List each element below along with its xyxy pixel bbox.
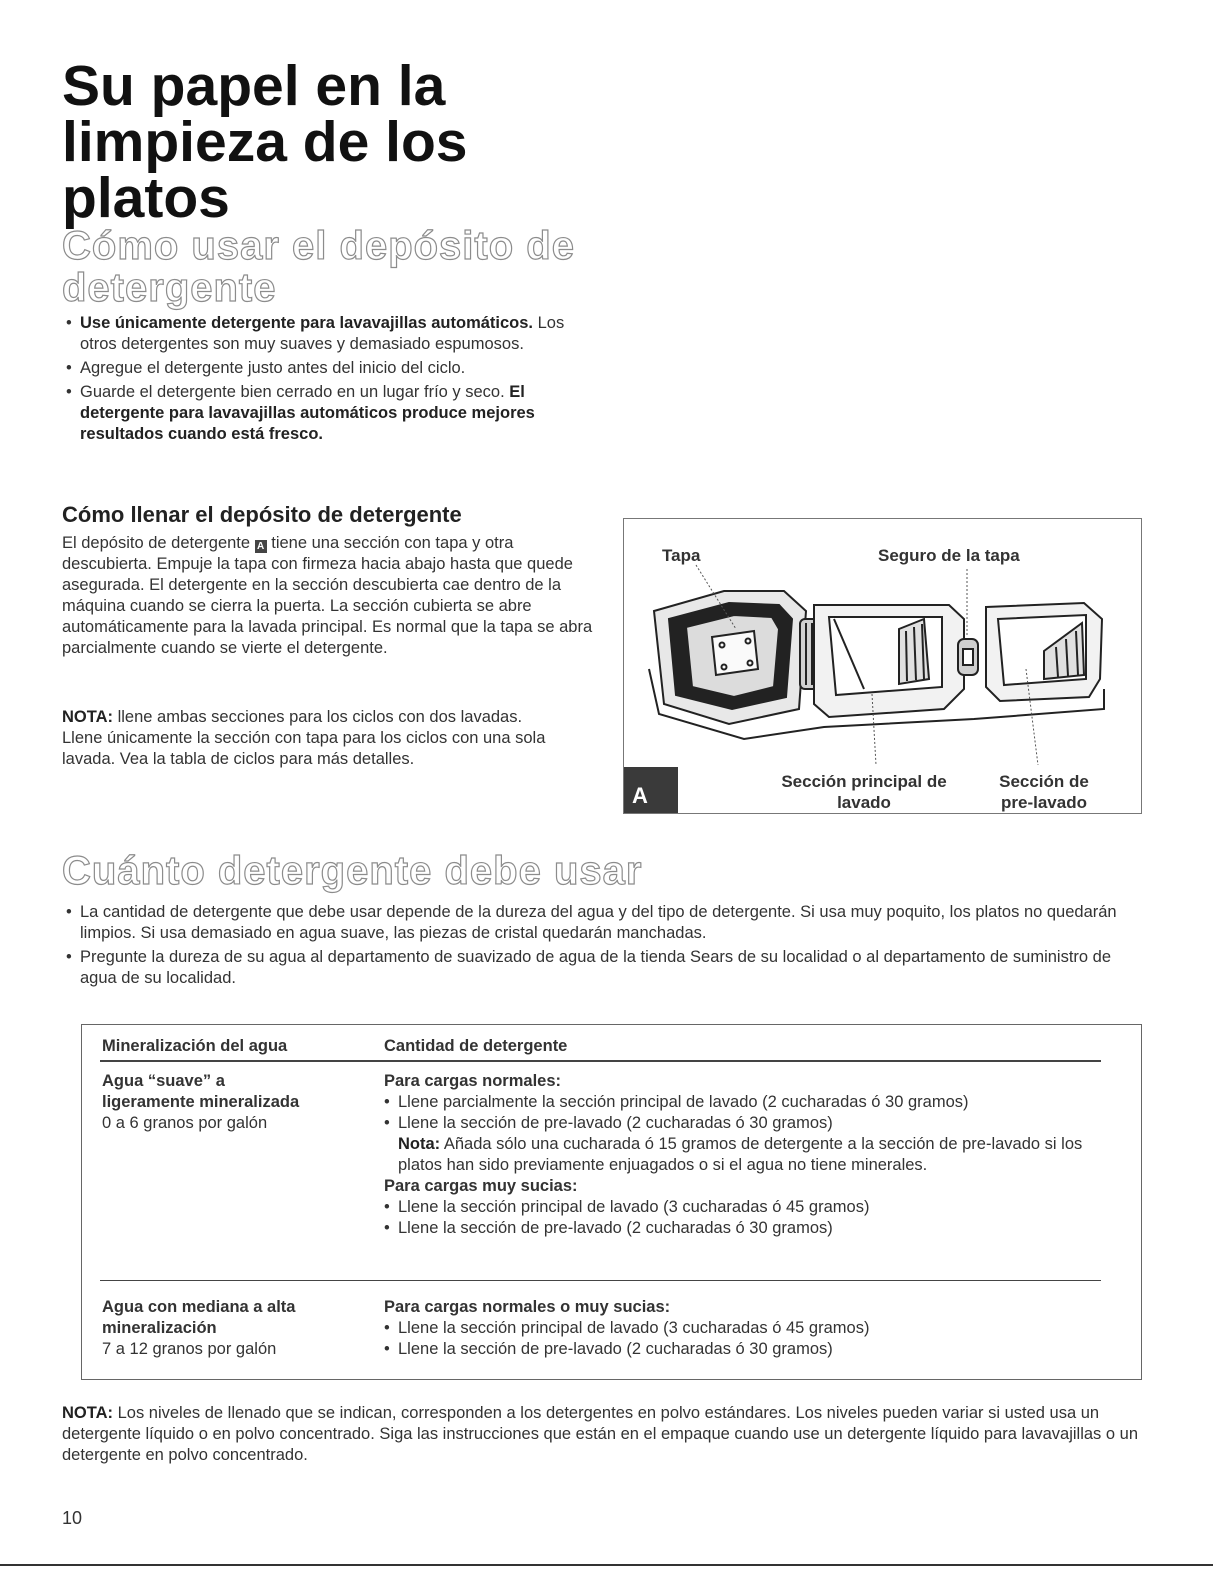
- label-prewash-section: Sección de pre-lavado: [999, 772, 1089, 812]
- dispenser-figure: [623, 518, 1142, 814]
- page-title: Su papel en la limpieza de los platos: [62, 54, 468, 230]
- section-heading-dispenser: Cómo usar el depósito de detergente: [62, 224, 575, 310]
- list-item: • Llene la sección de pre-lavado (2 cucharadas ó 30 gramos): [384, 1218, 1114, 1239]
- bottom-divider: [0, 1564, 1213, 1566]
- list-item: • Agregue el detergente justo antes del inicio del ciclo.: [62, 358, 602, 379]
- detergent-table: [81, 1024, 1142, 1380]
- table-row-soft-amount: Para cargas normales: • Llene parcialmente la sección principal de lavado (2 cucharadas ó 30 gramos) • Llene la sección de pre-lavado (2 cucharadas ó 30 gramos) Nota: Añada sólo una cucharada ó 15 gramos de detergente a la sección de pre-lavado si los platos han sido previamente enjuagados o si el agua no tiene minerales. Para cargas muy sucias: • Llene la sección principal de lavado (3 cucharadas ó 45 gramos) • Llene la sección de pre-lavado (2 cucharadas ó 30 gramos): [384, 1071, 1114, 1239]
- figure-badge: A: [624, 767, 678, 813]
- dispenser-bullet-list: [62, 313, 602, 448]
- label-lid: Tapa: [662, 546, 701, 565]
- table-header-water: Mineralización del agua: [102, 1037, 288, 1055]
- fill-paragraph: El depósito de detergente A tiene una sección con tapa y otra descubierta. Empuje la tapa con firmeza hacia abajo hasta que quede asegurada. El detergente en la sección descubierta cae dentro de la máquina cuando se cierra la puerta. La sección cubierta se abre automáticamente para la lavada principal. Es normal que la tapa se abra parcialmente cuando se vierte el detergente.: [62, 534, 593, 657]
- list-item: • Use únicamente detergente para lavavajillas automáticos. Los otros detergentes son muy suaves y demasiado espumosos.: [62, 313, 602, 355]
- amount-bullet-list: [62, 902, 1152, 992]
- list-item: • Pregunte la dureza de su agua al departamento de suavizado de agua de la tienda Sears de su localidad o al departamento de suministro de agua de su localidad.: [62, 947, 1152, 989]
- table-header-amount: Cantidad de detergente: [384, 1037, 568, 1055]
- label-main-wash-section: Sección principal de lavado: [781, 772, 947, 812]
- header-divider: [100, 1060, 1101, 1062]
- figure-a-marker: A: [255, 540, 267, 553]
- list-item: • La cantidad de detergente que debe usar depende de la dureza del agua y del tipo de detergente. Si usa muy poquito, los platos no quedarán limpios. Si usa demasiado en agua suave, las piezas de cristal quedarán manchadas.: [62, 902, 1152, 944]
- section-heading-amount: Cuánto detergente debe usar: [62, 849, 643, 893]
- list-item: • Llene parcialmente la sección principal de lavado (2 cucharadas ó 30 gramos): [384, 1092, 1114, 1113]
- table-row-hard-amount: Para cargas normales o muy sucias: • Llene la sección principal de lavado (3 cucharadas ó 45 gramos) • Llene la sección de pre-lavado (2 cucharadas ó 30 gramos): [384, 1297, 1114, 1360]
- list-item: • Llene la sección principal de lavado (3 cucharadas ó 45 gramos): [384, 1197, 1114, 1218]
- fill-subheading: Cómo llenar el depósito de detergente: [62, 502, 462, 527]
- list-item: • Llene la sección principal de lavado (3 cucharadas ó 45 gramos): [384, 1318, 1114, 1339]
- label-lid-latch: Seguro de la tapa: [878, 546, 1020, 565]
- bottom-note: NOTA: Los niveles de llenado que se indican, corresponden a los detergentes en polvo estándares. Los niveles pueden variar si usted usa un detergente líquido o en polvo concentrado. Siga las instrucciones que están en el empaque cuando use un detergente líquido para lavavajillas o un detergente en polvo concentrado.: [62, 1404, 1138, 1464]
- table-row-soft-water: Agua “suave” a ligeramente mineralizada 0 a 6 granos por galón: [102, 1072, 300, 1132]
- fill-note: NOTA: llene ambas secciones para los ciclos con dos lavadas. Llene únicamente la sección con tapa para los ciclos con una sola lavada. Vea la tabla de ciclos para más detalles.: [62, 708, 546, 768]
- page-number: 10: [62, 1508, 83, 1528]
- row-divider: [100, 1280, 1101, 1281]
- list-item: • Llene la sección de pre-lavado (2 cucharadas ó 30 gramos): [384, 1339, 1114, 1360]
- list-item: • Guarde el detergente bien cerrado en un lugar frío y seco. El detergente para lavavajillas automáticos produce mejores resultados cuando está fresco.: [62, 382, 602, 445]
- table-note: Nota: Añada sólo una cucharada ó 15 gramos de detergente a la sección de pre-lavado si los platos han sido previamente enjuagados o si el agua no tiene minerales.: [398, 1135, 1083, 1174]
- table-row-hard-water: Agua con mediana a alta mineralización 7 a 12 granos por galón: [102, 1298, 296, 1358]
- list-item: • Llene la sección de pre-lavado (2 cucharadas ó 30 gramos): [384, 1113, 1114, 1134]
